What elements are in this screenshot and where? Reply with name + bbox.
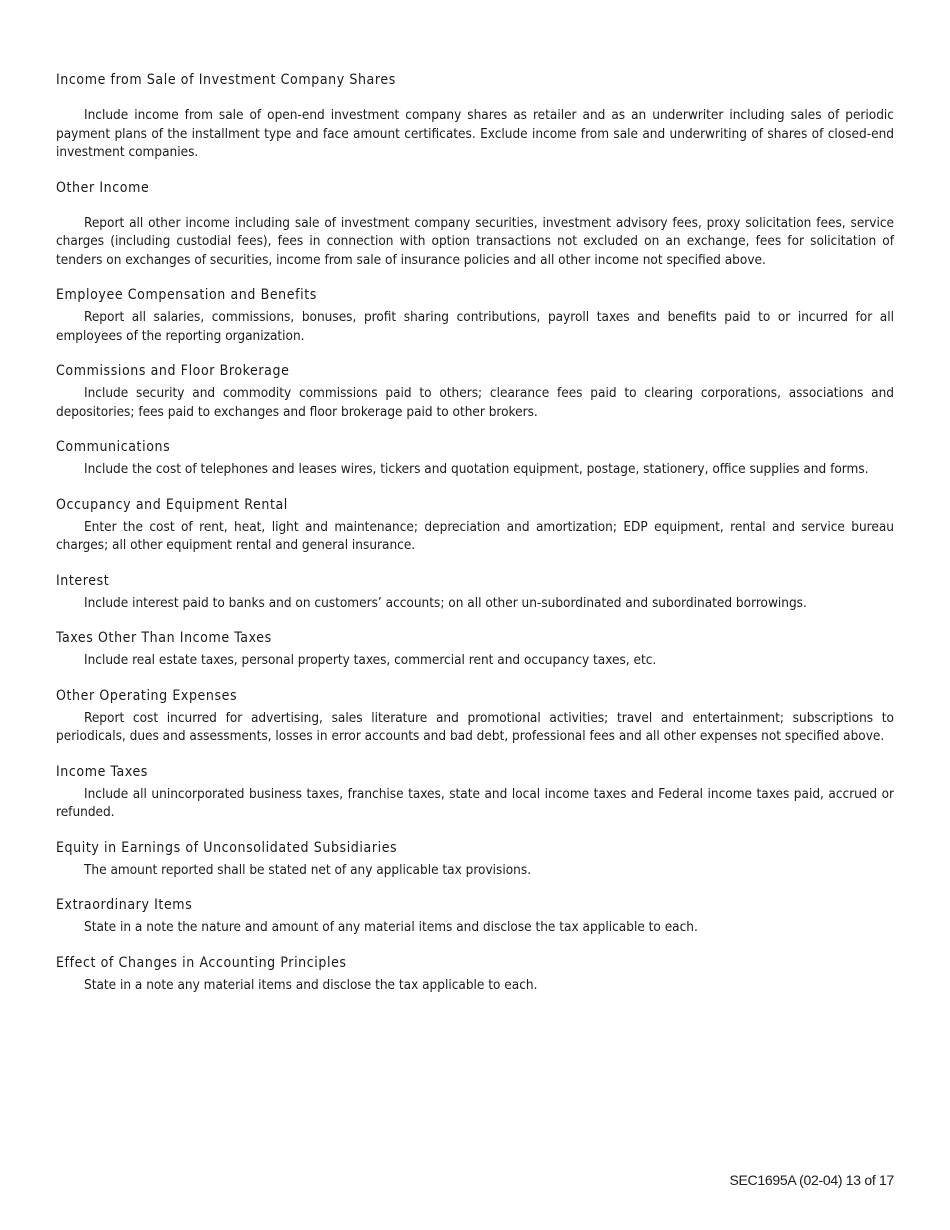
section-body: Include income from sale of open-end investment company shares as retailer and as an underwriter including sales of periodic payment plans of the installment type and face amount certificates. Exclude income from sale and underwriting of shares of closed-end investment companies. <box>56 107 894 160</box>
section-occupancy-equipment-rental <box>56 496 894 555</box>
section-heading: Extraordinary Items <box>56 897 193 913</box>
section-heading: Communications <box>56 439 171 455</box>
section-heading: Occupancy and Equipment Rental <box>56 496 288 513</box>
section-extraordinary-items <box>56 896 894 937</box>
section-income-sale-investment-shares <box>56 71 894 162</box>
section-body: Include the cost of telephones and leases wires, tickers and quotation equipment, postage, stationery, office supplies and forms. <box>84 461 869 477</box>
section-body: Include all unincorporated business taxes, franchise taxes, state and local income taxes and Federal income taxes paid, accrued or refunded. <box>56 785 894 820</box>
section-other-income <box>56 179 894 270</box>
section-heading: Other Operating Expenses <box>56 687 238 704</box>
section-heading: Income from Sale of Investment Company Shares <box>56 72 396 88</box>
section-body: State in a note any material items and disclose the tax applicable to each. <box>84 976 538 993</box>
section-body: Report all salaries, commissions, bonuses, profit sharing contributions, payroll taxes and benefits paid to or incurred for all employees of the reporting organization. <box>56 309 894 344</box>
section-body: State in a note the nature and amount of any material items and disclose the tax applicable to each. <box>84 919 698 935</box>
section-body: Include real estate taxes, personal property taxes, commercial rent and occupancy taxes, etc. <box>84 652 657 668</box>
section-heading: Effect of Changes in Accounting Principles <box>56 954 347 971</box>
section-income-taxes <box>56 763 894 822</box>
section-body: Report all other income including sale of investment company securities, investment advisory fees, proxy solicitation fees, service charges (including custodial fees), fees in connection with option transactions not excluded on an exchange, fees for solicitation of tenders on exchanges of securities, income from sale of insurance policies and all other income not specified above. <box>56 214 894 268</box>
section-heading: Commissions and Floor Brokerage <box>56 363 290 379</box>
section-other-operating-expenses <box>56 687 894 746</box>
section-body: The amount reported shall be stated net of any applicable tax provisions. <box>84 861 532 878</box>
section-body: Report cost incurred for advertising, sales literature and promotional activities; travel and entertainment; subscriptions to periodicals, dues and assessments, losses in error accounts and bad debt, professional fees and all other expenses not specified above. <box>56 709 894 744</box>
section-body: Include security and commodity commissions paid to others; clearance fees paid to clearing corporations, associations and depositories; fees paid to exchanges and floor brokerage paid to other brokers. <box>56 385 894 420</box>
section-changes-accounting-principles <box>56 954 894 995</box>
section-heading: Equity in Earnings of Unconsolidated Subsidiaries <box>56 839 398 856</box>
section-heading: Income Taxes <box>56 763 148 780</box>
document-body <box>56 71 894 994</box>
section-heading: Employee Compensation and Benefits <box>56 287 317 303</box>
section-heading: Taxes Other Than Income Taxes <box>56 630 272 646</box>
section-employee-compensation <box>56 286 894 345</box>
form-page-footer: SEC1695A (02-04) 13 of 17 <box>729 1172 894 1188</box>
section-body: Enter the cost of rent, heat, light and maintenance; depreciation and amortization; EDP equipment, rental and service bureau charges; all other equipment rental and general insurance. <box>56 518 894 553</box>
section-commissions-floor-brokerage <box>56 362 894 421</box>
section-body: Include interest paid to banks and on customers’ accounts; on all other un-subordinated and subordinated borrowings. <box>84 594 807 611</box>
section-heading: Other Income <box>56 179 150 196</box>
section-equity-unconsolidated-subsidiaries <box>56 839 894 880</box>
section-heading: Interest <box>56 572 110 589</box>
section-communications <box>56 438 894 479</box>
section-interest <box>56 572 894 613</box>
section-taxes-other-than-income <box>56 629 894 670</box>
